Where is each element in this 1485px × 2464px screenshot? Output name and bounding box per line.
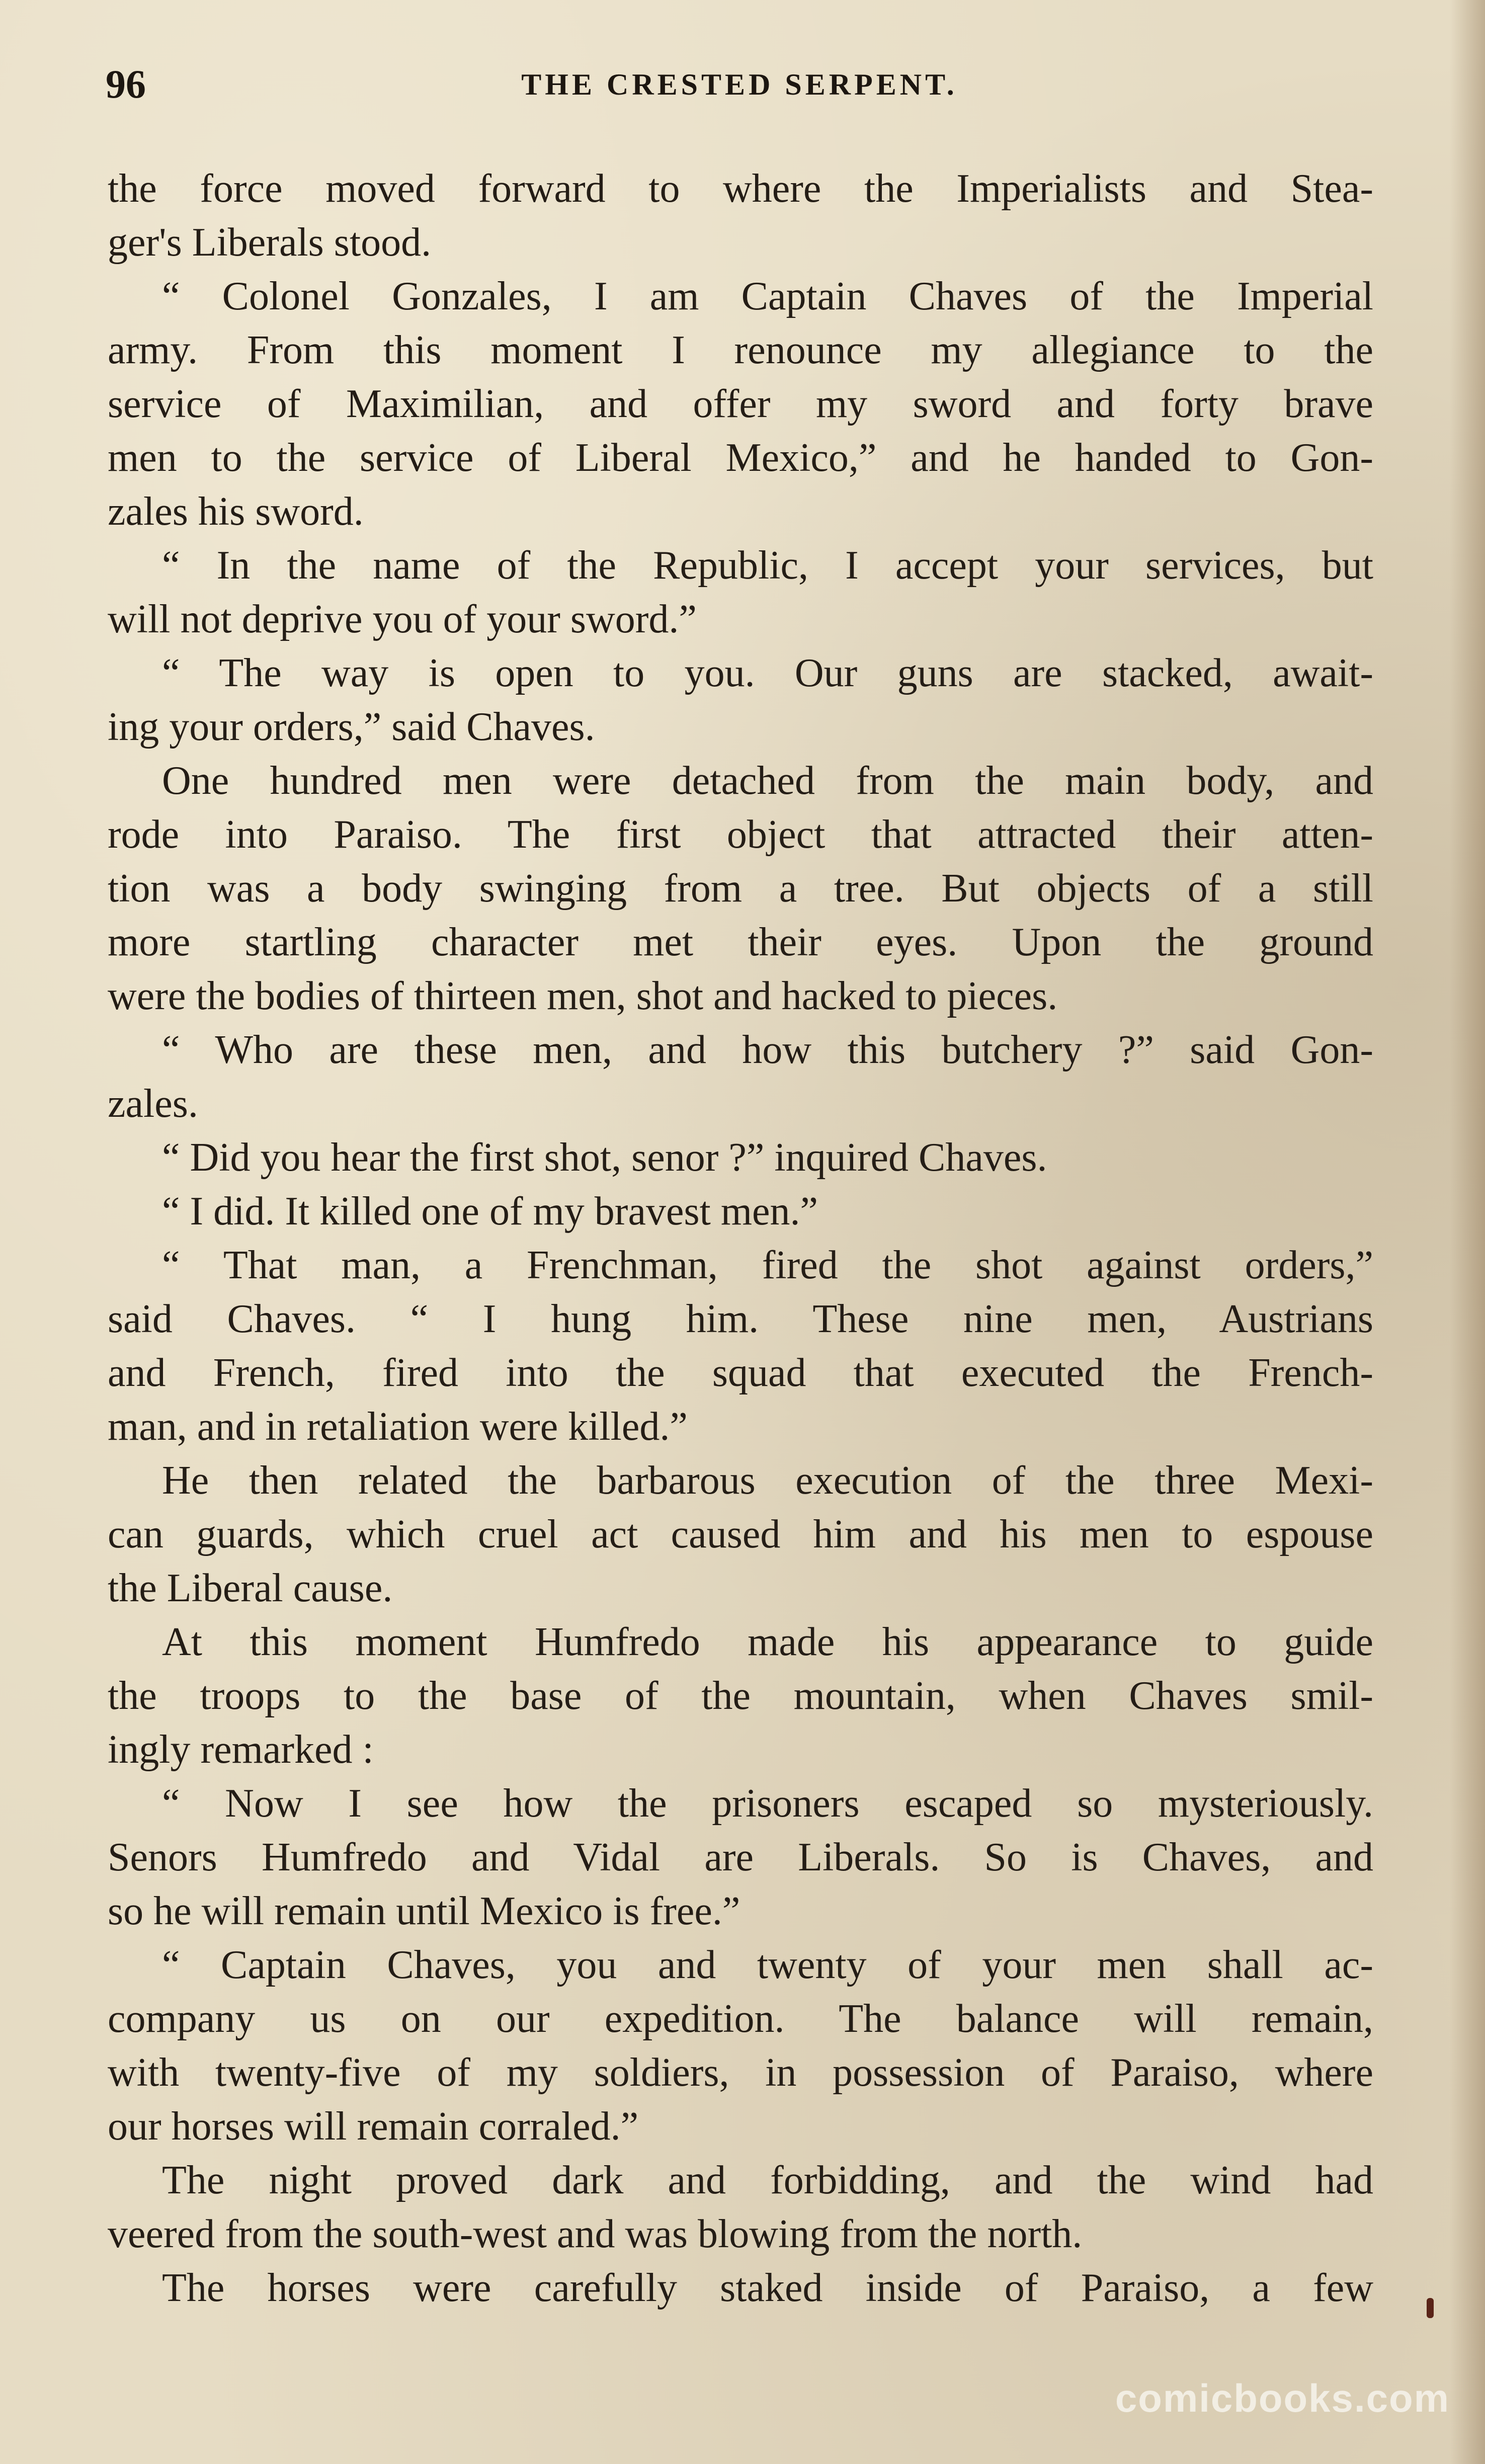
- text-line: “ In the name of the Republic, I accept your services, but: [162, 543, 1373, 588]
- text-line: said Chaves. “ I hung him. These nine men, Austrians: [108, 1297, 1373, 1341]
- page-number: 96: [106, 62, 146, 107]
- text-line: ger's Liberals stood.: [108, 220, 432, 265]
- text-line: so he will remain until Mexico is free.”: [108, 1889, 740, 1933]
- text-line: The horses were carefully staked inside of Paraiso, a few: [162, 2266, 1373, 2310]
- page-edge-shadow: [1450, 0, 1485, 2464]
- text-line: “ Captain Chaves, you and twenty of your men shall ac-: [162, 1943, 1373, 1987]
- text-line: The night proved dark and forbidding, and the wind had: [162, 2158, 1373, 2202]
- text-line: ing your orders,” said Chaves.: [108, 705, 595, 749]
- text-line: men to the service of Liberal Mexico,” and he handed to Gon-: [108, 436, 1373, 480]
- text-line: “ That man, a Frenchman, fired the shot against orders,”: [162, 1243, 1373, 1287]
- ink-speck: [1427, 2298, 1434, 2318]
- text-line: with twenty-five of my soldiers, in possession of Paraiso, where: [108, 2050, 1373, 2095]
- text-line: veered from the south-west and was blowing from the north.: [108, 2212, 1083, 2256]
- text-line: the troops to the base of the mountain, when Chaves smil-: [108, 1674, 1373, 1718]
- text-line: At this moment Humfredo made his appearance to guide: [162, 1620, 1373, 1664]
- text-line: will not deprive you of your sword.”: [108, 597, 697, 641]
- text-line: and French, fired into the squad that executed the French-: [108, 1351, 1373, 1395]
- watermark: comicbooks.com: [1115, 2376, 1450, 2420]
- text-line: “ I did. It killed one of my bravest men.”: [162, 1189, 818, 1234]
- text-line: ingly remarked :: [108, 1728, 374, 1772]
- text-line: man, and in retaliation were killed.”: [108, 1405, 688, 1449]
- text-line: company us on our expedition. The balance will remain,: [108, 1997, 1373, 2041]
- text-line: the force moved forward to where the Imperialists and Stea-: [108, 167, 1373, 211]
- text-line: more startling character met their eyes. Upon the ground: [108, 920, 1373, 964]
- running-title: THE CRESTED SERPENT.: [521, 68, 958, 101]
- text-line: “ Now I see how the prisoners escaped so mysteriously.: [162, 1781, 1373, 1826]
- text-line: army. From this moment I renounce my allegiance to the: [108, 328, 1373, 372]
- text-line: “ Who are these men, and how this butchery ?” said Gon-: [162, 1028, 1373, 1072]
- text-line: “ The way is open to you. Our guns are stacked, await-: [162, 651, 1373, 695]
- text-line: can guards, which cruel act caused him and his men to espouse: [108, 1512, 1373, 1556]
- text-line: “ Colonel Gonzales, I am Captain Chaves of the Imperial: [162, 274, 1373, 318]
- text-line: “ Did you hear the first shot, senor ?” inquired Chaves.: [162, 1135, 1047, 1180]
- text-line: rode into Paraiso. The first object that attracted their atten-: [108, 812, 1373, 857]
- text-line: zales.: [108, 1082, 198, 1126]
- text-line: Senors Humfredo and Vidal are Liberals. So is Chaves, and: [108, 1835, 1373, 1879]
- text-line: One hundred men were detached from the main body, and: [162, 759, 1373, 803]
- body-text: [108, 162, 1373, 2315]
- page-header: [106, 59, 1373, 110]
- text-line: zales his sword.: [108, 489, 364, 534]
- text-line: were the bodies of thirteen men, shot and hacked to pieces.: [108, 974, 1058, 1018]
- text-line: the Liberal cause.: [108, 1566, 393, 1610]
- text-line: He then related the barbarous execution of the three Mexi-: [162, 1458, 1373, 1503]
- text-line: service of Maximilian, and offer my sword and forty brave: [108, 382, 1373, 426]
- text-line: our horses will remain corraled.”: [108, 2104, 639, 2149]
- text-line: tion was a body swinging from a tree. But objects of a still: [108, 866, 1373, 911]
